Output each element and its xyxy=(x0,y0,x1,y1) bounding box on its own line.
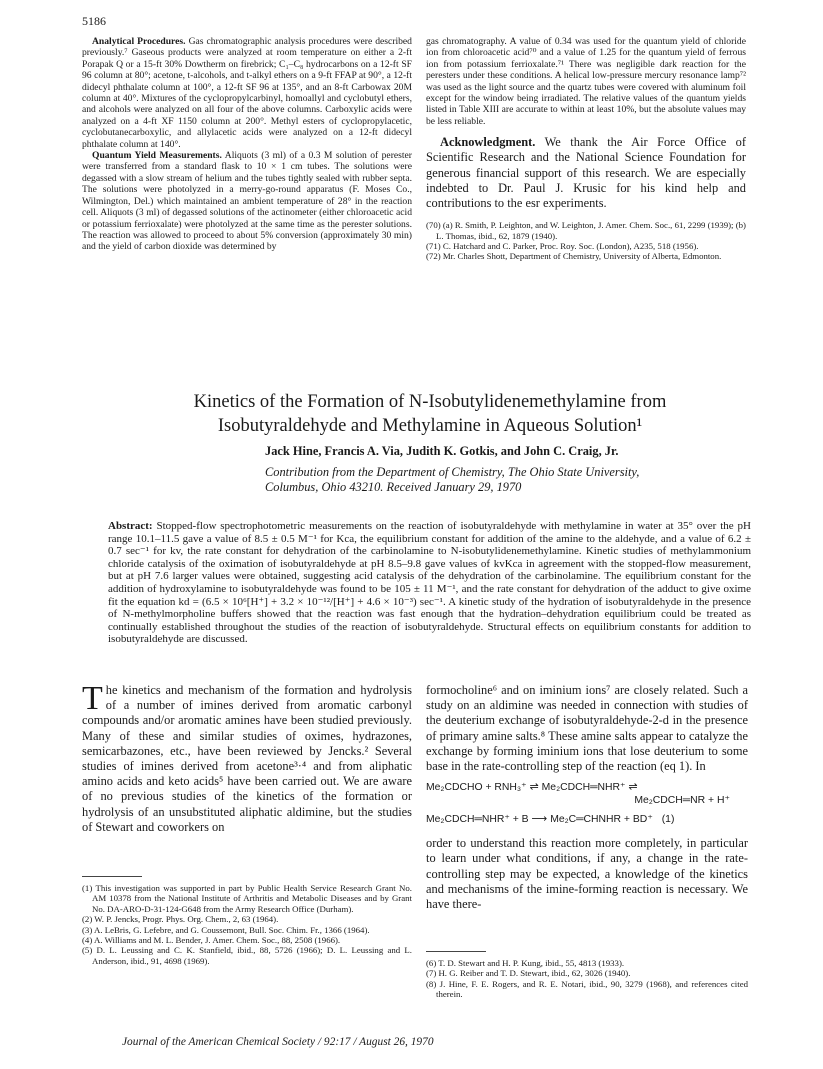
footnote-6: (6) T. D. Stewart and H. P. Kung, ibid., 55, 4813 (1933). xyxy=(426,958,625,968)
footnote-8: (8) J. Hine, F. E. Rogers, and R. E. Notari, ibid., 90, 3279 (1968), and references cited therein. xyxy=(426,978,748,1000)
quantum-yield-heading: Quantum Yield Measurements. xyxy=(92,150,222,162)
equation-number: (1) xyxy=(661,814,675,826)
eq-imine: Me₂CDCH═NR + H⁺ xyxy=(634,795,730,807)
drop-cap: T xyxy=(82,680,103,717)
acknowledgment-text: We thank the Air Force Office of Scientific Research and the National Science Foundation for generous financial support of this research. We are especially indebted to Dr. Paul J. Krusic for his kind help and contributions to the esr experiments. xyxy=(426,135,747,211)
footnote-71: (71) C. Hatchard and C. Parker, Proc. Roy. Soc. (London), A235, 518 (1956). xyxy=(426,241,699,252)
footnote-2: (2) W. P. Jencks, Progr. Phys. Org. Chem., 2, 63 (1964). xyxy=(82,914,279,925)
journal-footer: Journal of the American Chemical Society / 92:17 / August 26, 1970 xyxy=(122,1036,434,1048)
body-right-column xyxy=(426,683,748,912)
footnote-rule-right xyxy=(426,951,486,952)
footnotes-right xyxy=(426,958,748,1000)
affiliation-line-2: Columbus, Ohio 43210. Received January 29, 1970 xyxy=(265,480,522,494)
footnote-rule-left xyxy=(82,876,142,877)
abstract-heading: Abstract: xyxy=(108,520,153,532)
intro-text: he kinetics and mechanism of the formation and hydrolysis of a number of imines derived from aromatic carbonyl compounds and/or aromatic amines have been studied previously. Many of these and similar studies of oximes, hydrazones, semicarbazones, etc., have been reviewed by Jencks.² Several studies of imines derived from acetone³·⁴ and from aliphatic amino acids and keto acids⁵ have been carried out. We are aware of no previous studies of the kinetics of the formation or hydrolysis of an unsubstituted aliphatic aldimine, but the studies of Stewart and coworkers on xyxy=(82,683,412,834)
body-left-column xyxy=(82,680,412,835)
affiliation-line-1: Contribution from the Department of Chemistry, The Ohio State University, xyxy=(265,465,640,479)
footnote-72: (72) Mr. Charles Shott, Department of Chemistry, University of Alberta, Edmonton. xyxy=(426,251,722,262)
abstract-text: Stopped-flow spectrophotometric measurements on the reaction of isobutyraldehyde with methylamine in water at 35° over the pH range 10.1–11.5 gave a value of 8.5 ± 0.5 M⁻¹ for Kca, the equilibrium constant for addition of the amine to the aldehyde, and a value of 6.2 ± 0.7 sec⁻¹ for kv, the rate constant for dehydration of the carbinolamine to N-isobutylidenemethylamine. Kinetic studies of methylammonium chloride catalysis of the oximation of isobutyraldehyde at pH 8.5–9.8 gave values of kvKca in agreement with the stopped-flow measurement, but at pH 7.6 larger values were obtained, suggesting acid catalysis of the dehydration of the carbinolamine. The equilibrium constant for the addition of hydroxylamine to isobutyraldehyde was found to be 105 ± 11 M⁻¹, and the rate constant for dehydration of the adduct to give oxime fit the equation kd = (6.5 × 10⁶[H⁺] + 3.2 × 10⁻¹²/[H⁺] + 4.6 × 10⁻³) sec⁻¹. A kinetic study of the hydration of isobutyraldehyde in the presence of N-methylmorpholine buffers showed that the reaction was fast enough that the hydration–dehydration equilibrium could be treated as continually established throughout the studies of the reaction of isobutyraldehyde. Structural effects on equilibrium constants for addition to isobutyraldehyde are discussed. xyxy=(108,520,751,646)
abstract xyxy=(108,520,751,646)
forward-arrow-icon: ⟶ xyxy=(531,812,548,826)
analytical-procedures-heading: Analytical Procedures. xyxy=(92,36,186,47)
footnote-70: (70) (a) R. Smith, P. Leighton, and W. Leighton, J. Amer. Chem. Soc., 61, 2299 (1939); (b) L. Thomas, ibid., 62, 1879 (1940). xyxy=(426,220,746,241)
quantum-yield-text: Aliquots (3 ml) of a 0.3 M solution of perester were transferred from a standard flask to 10 × 1 cm tubes. The solutions were degassed with a slow stream of helium and the tubes tightly sealed with rubber septa. The solutions were photolyzed in a merry-go-round apparatus (F. Moses Co., Wilmington, Del.) which maintained an ambient temperature of 28° in the reaction cell. Aliquots (3 ml) of degassed solutions of the actinometer (either chloroacetic acid or potassium ferrioxalate) were photolyzed at the same time as the perester solutions. The reaction was allowed to proceed to about 5% conversion (approximately 30 min) and the yield of carbon dioxide was determined by xyxy=(82,150,412,253)
footnote-3: (3) A. LeBris, G. Lefebre, and G. Coussemont, Bull. Soc. Chim. Fr., 1366 (1964). xyxy=(82,924,370,935)
footnote-7: (7) H. G. Reiber and T. D. Stewart, ibid., 62, 3026 (1940). xyxy=(426,968,631,979)
acknowledgment-heading: Acknowledgment. xyxy=(440,135,536,150)
article-title: Kinetics of the Formation of N-Isobutylidenemethylamine from Isobutyraldehyde and Methylamine in Aqueous Solution¹ xyxy=(193,392,667,436)
experimental-left-column xyxy=(82,36,412,253)
quantum-yield-continued: gas chromatography. A value of 0.34 was used for the quantum yield of chloride ion from chloroacetic acid⁷⁰ and a value of 1.25 for the quantum yield of ferrous ion from potassium ferrioxalate.⁷¹ There was negligible dark reaction for the peresters under these conditions. A helical low-pressure mercury resonance lamp⁷² was used as the light source and the quartz tubes were covered with aluminum foil except for the window being irradiated. The relative values of the quantum yields listed in Table XIII are accurate to within at least 10%, but the absolute values may be less reliable. xyxy=(426,36,746,127)
analytical-procedures-text: Gas chromatographic analysis procedures were described previously.⁷ Gaseous products were analyzed at room temperature on either a 2-ft Porapak Q or a 15-ft 30% Dowtherm on firebrick; C₁–C₈ hydrocarbons on a 12-ft SF 96 column at 80°; acetone, t-alcohols, and t-alkyl ethers on a 9-ft FFAP at 90°, a 12-ft didecyl phthalate column at 100°, a 12-ft SF 96 at 135°, and an 8-ft Carbowax 20M column at 40°. Mixtures of the cyclopropylcarbinyl, homoallyl and cyclobutyl ethers, and alcohols were analyzed on all four of the above columns. Carboxylic acids were analyzed on a 4-ft XF 1150 column at 200°. Methyl esters of cyclopropylacetic, cyclobutanecarboxylic, and allylacetic acids were analyzed on a 12-ft didecyl phthalate column at 140°. xyxy=(82,36,412,150)
article-authors: Jack Hine, Francis A. Via, Judith K. Gotkis, and John C. Craig, Jr. xyxy=(265,444,619,458)
equilibrium-arrow-icon-2: ⇌ xyxy=(628,780,638,794)
eq-iminium: Me₂CDCH═NHR⁺ xyxy=(541,782,626,794)
experimental-right-column xyxy=(426,36,746,262)
equilibrium-arrow-icon: ⇌ xyxy=(529,780,539,794)
eq-reactants: Me₂CDCHO + RNH₃⁺ xyxy=(426,782,527,794)
footnote-4: (4) A. Williams and M. L. Bender, J. Amer. Chem. Soc., 88, 2508 (1966). xyxy=(82,935,341,946)
intro-text-part-2: order to understand this reaction more completely, in particular to learn under what conditions, if any, a change in the rate-controlling step may be expected, a knowledge of the kinetics and mechanisms of the imine-forming reaction is necessary. We have there- xyxy=(426,836,748,912)
footnotes-left xyxy=(82,883,412,966)
page-number: 5186 xyxy=(82,14,106,28)
article-affiliation xyxy=(265,465,639,495)
equation-1 xyxy=(426,780,748,836)
intro-text-continued: formocholine⁶ and on iminium ions⁷ are closely related. Such a study on an aldimine was needed in connection with studies of the deuterium exchange of isobutyraldehyde-2-d in the presence of primary amine salts.⁸ These amine salts appear to catalyze the exchange by forming iminium ions that lose deuterium to some base in the rate-controlling step of the reaction (eq 1). In xyxy=(426,683,748,774)
footnote-5: (5) D. L. Leussing and C. K. Stanfield, ibid., 88, 5726 (1966); D. L. Leussing and L. Anderson, ibid., 91, 4698 (1969). xyxy=(82,945,412,966)
eq-step2-products: Me₂C═CHNHR + BD⁺ xyxy=(550,814,653,826)
eq-step2-reactants: Me₂CDCH═NHR⁺ + B xyxy=(426,814,529,826)
footnote-1: (1) This investigation was supported in part by Public Health Service Research Grant No. AM 10378 from the National Institute of Arthritis and Metabolic Diseases and by Grant No. DA-ARO-D-31-124-G648 from the Army Research Office (Durham). xyxy=(82,883,412,914)
